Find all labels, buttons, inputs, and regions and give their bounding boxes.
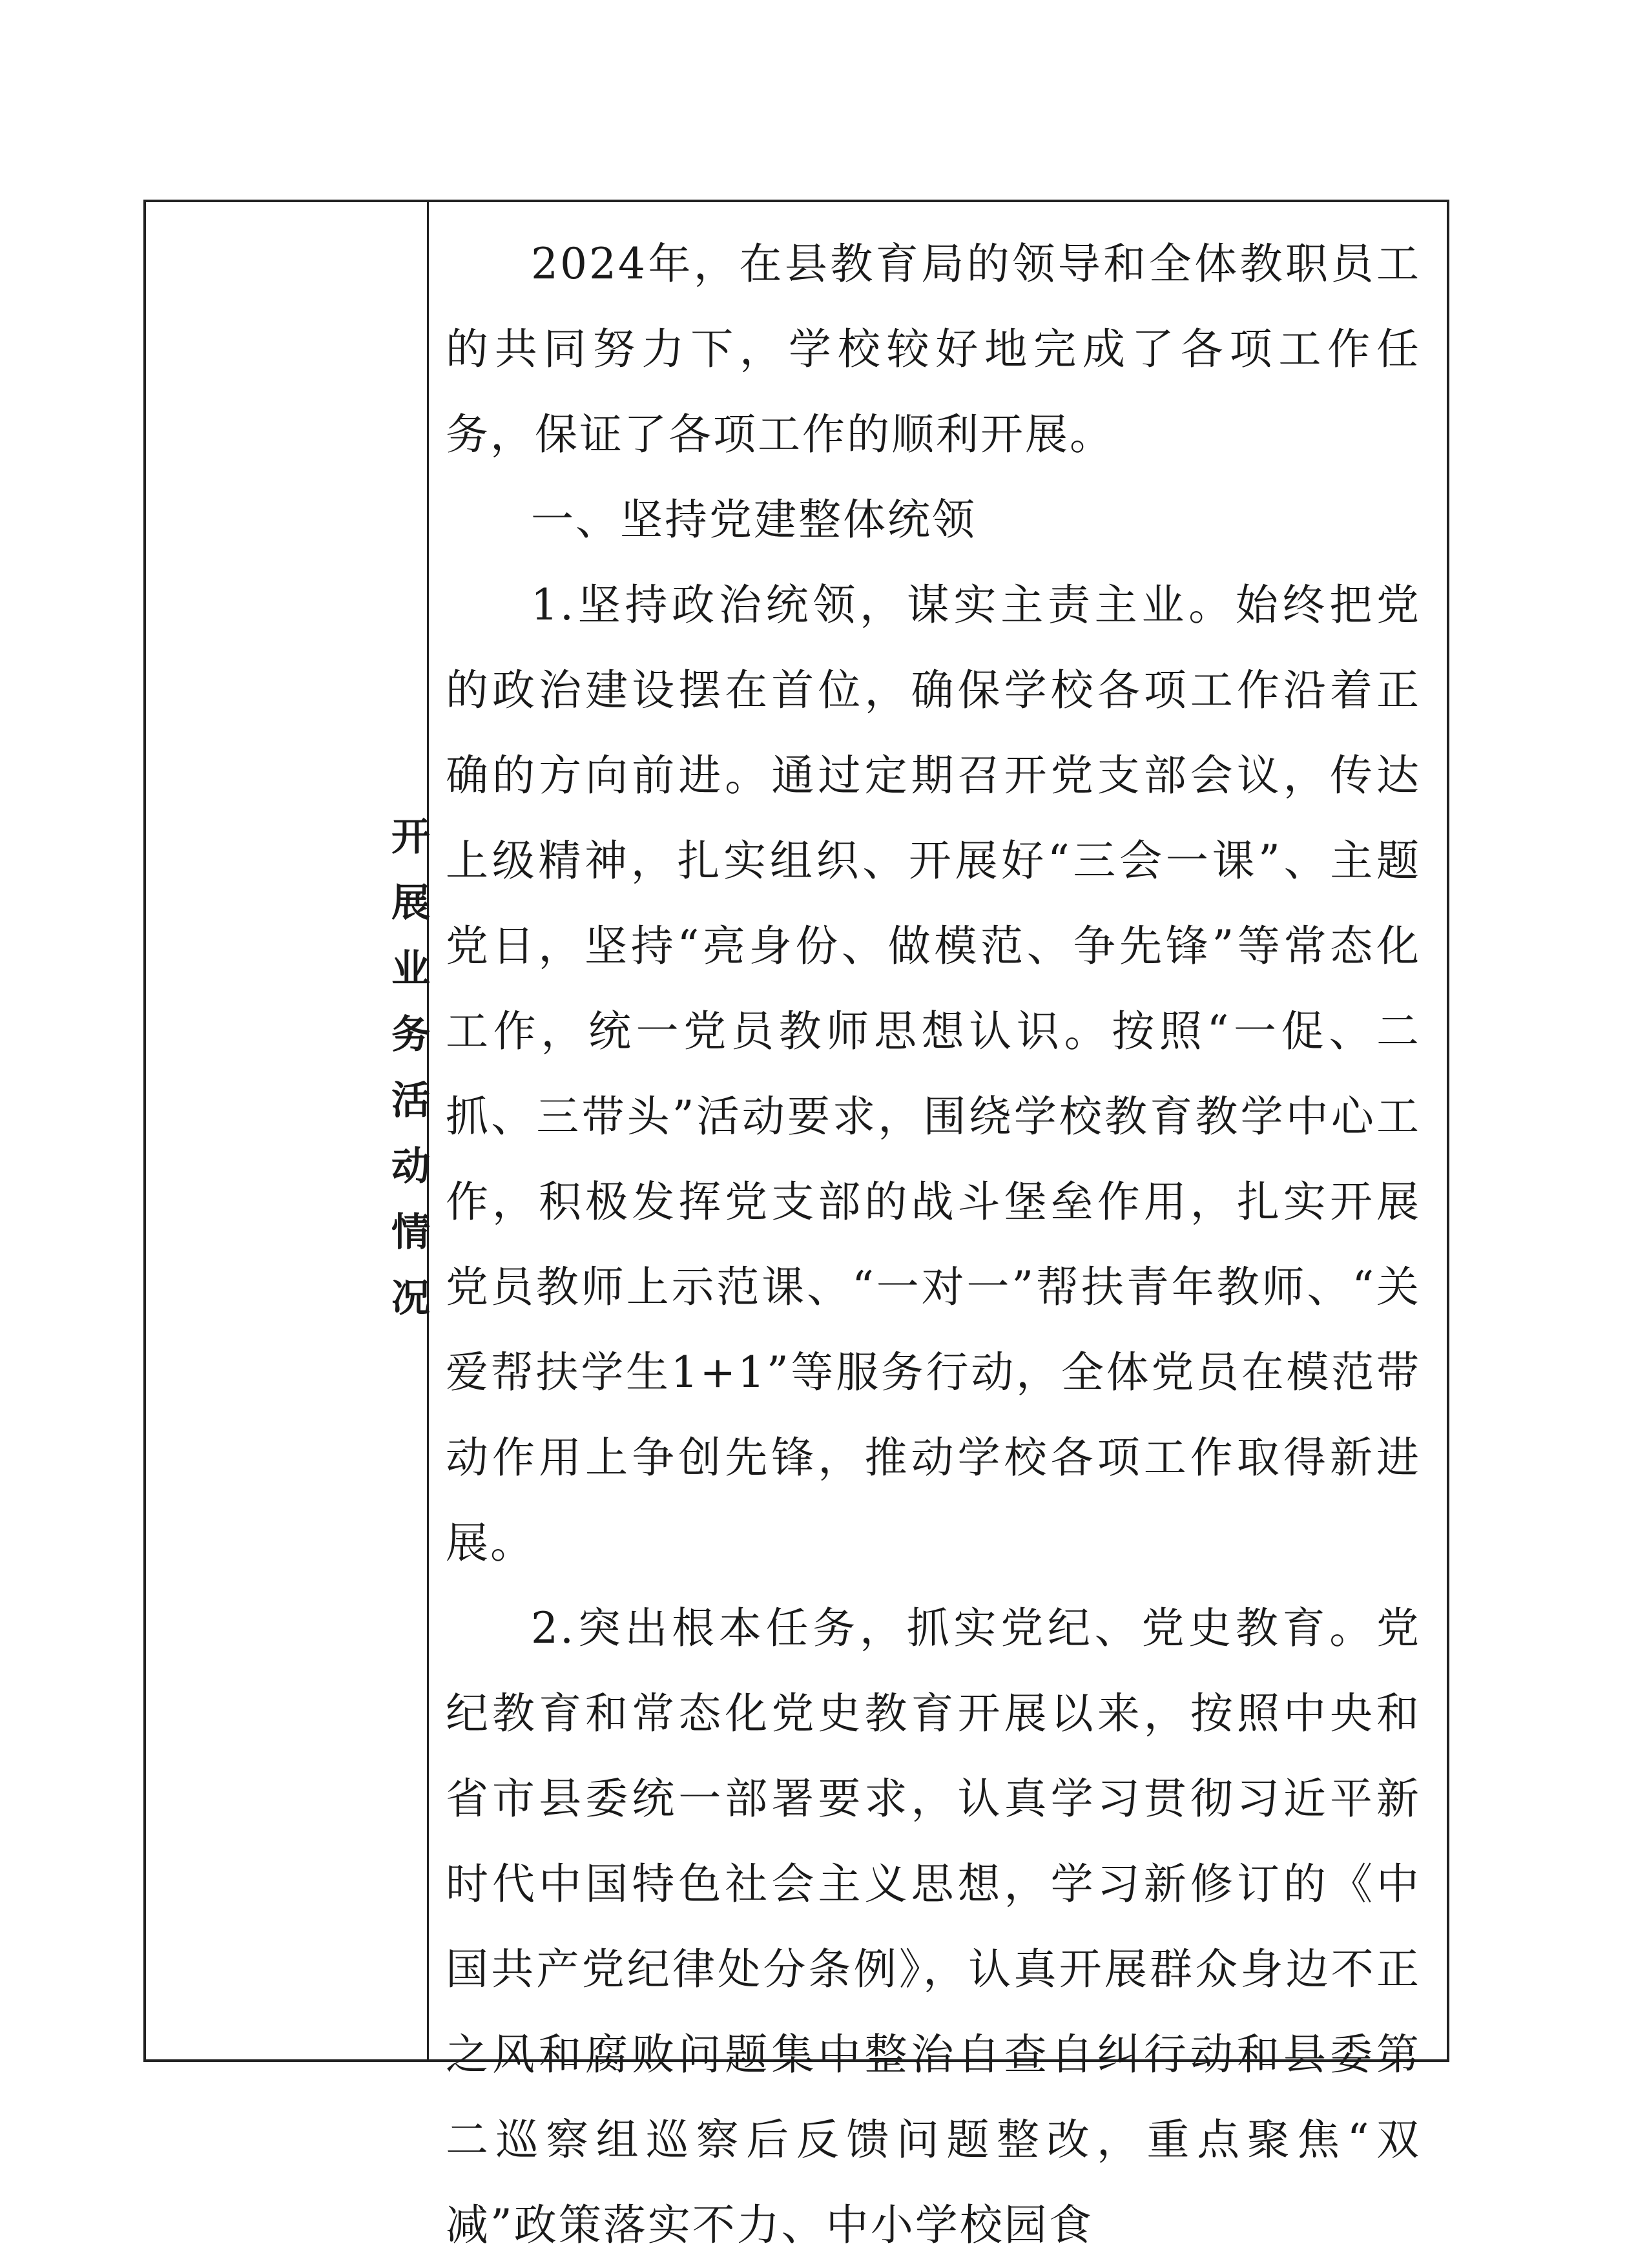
- report-table: [143, 200, 1449, 2250]
- content-cell: [429, 202, 1447, 2250]
- label-cell: [146, 202, 429, 2059]
- paragraph-heading-1: 一、坚持党建整体统领: [531, 495, 977, 545]
- paragraph-intro: 2024年，在县教育局的领导和全体教职员工的共同努力下，学校较好地完成了各项工作任务，保证了各项工作的顺利开展。: [446, 239, 1421, 459]
- paragraph-item-2: 2.突出根本任务，抓实党纪、党史教育。党纪教育和常态化党史教育开展以来，按照中央和省市县委统一部署要求，认真学习贯彻习近平新时代中国特色社会主义思想，学习新修订的《中国共产党纪律处分条例》，认真开展群众身边不正之风和腐败问题集中整治自查自纠行动和县委第二巡察组巡察后反馈问题整改，重点聚焦“双减”政策落实不力、中小学校园食: [446, 1603, 1421, 2250]
- paragraph-item-1: 1.坚持政治统领，谋实主责主业。始终把党的政治建设摆在首位，确保学校各项工作沿着正确的方向前进。通过定期召开党支部会议，传达上级精神，扎实组织、开展好“三会一课”、主题党日，坚持“亮身份、做模范、争先锋”等常态化工作，统一党员教师思想认识。按照“一促、二抓、三带头”活动要求，围绕学校教育教学中心工作，积极发挥党支部的战斗堡垒作用，扎实开展党员教师上示范课、“一对一”帮扶青年教师、“关爱帮扶学生1+1”等服务行动，全体党员在模范带动作用上争创先锋，推动学校各项工作取得新进展。: [446, 580, 1421, 1568]
- section-label: 开展业务活动情况: [385, 816, 430, 1343]
